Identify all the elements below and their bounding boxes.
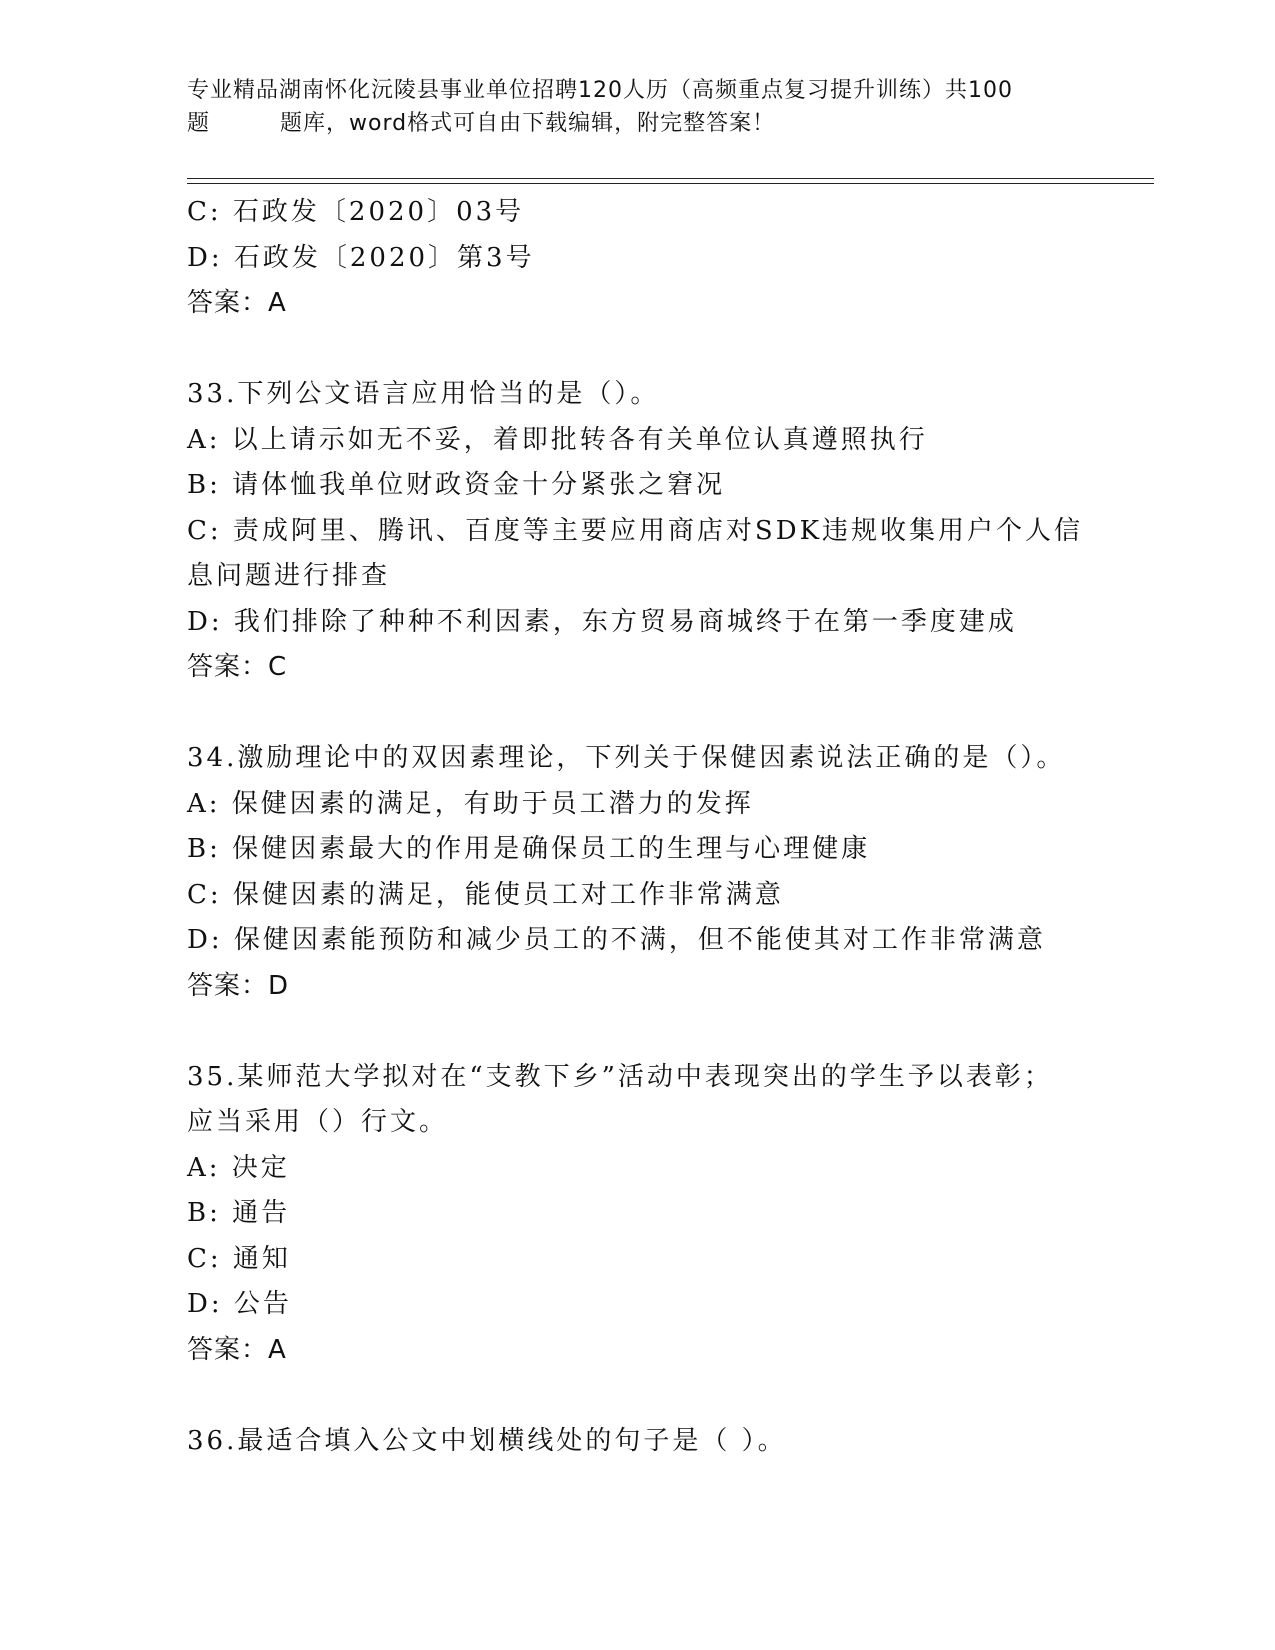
question-option: A: 决定 <box>187 1152 290 1183</box>
question-option: D: 我们排除了种种不利因素，东方贸易商城终于在第一季度建成 <box>187 606 1017 637</box>
prev-option-d: D: 石政发〔2020〕第3号 <box>187 242 535 273</box>
question-stem: 33.下列公文语言应用恰当的是（）。 <box>187 379 660 409</box>
question-option: B: 保健因素最大的作用是确保员工的生理与心理健康 <box>187 834 871 864</box>
question-stem: 36.最适合填入公文中划横线处的句子是（ ）。 <box>187 1425 787 1456</box>
question-option: B: 请体恤我单位财政资金十分紧张之窘况 <box>187 470 726 500</box>
question-list <box>187 327 1087 1465</box>
question-stem: 34.激励理论中的双因素理论，下列关于保健因素说法正确的是（）。 <box>187 743 1066 773</box>
question-option: C: 通知 <box>187 1243 291 1274</box>
header-line-2 <box>187 107 1087 140</box>
question-gap <box>187 1009 1087 1055</box>
question-option: C: 责成阿里、腾讯、百度等主要应用商店对SDK违规收集用户个人信 <box>187 515 1083 546</box>
header-line-1: 专业精品湖南怀化沅陵县事业单位招聘120人历（高频重点复习提升训练）共100 <box>187 78 1013 103</box>
question-content <box>187 190 1087 1464</box>
question-option: C: 保健因素的满足，能使员工对工作非常满意 <box>187 879 784 910</box>
header-line-2-tail: 题库，word格式可自由下载编辑，附完整答案！ <box>280 111 776 136</box>
prev-answer: 答案：A <box>187 288 287 318</box>
question-option: D: 保健因素能预防和减少员工的不满，但不能使其对工作非常满意 <box>187 925 1046 955</box>
header-line-2-head: 题 <box>187 111 211 136</box>
question-option: 息问题进行排查 <box>187 561 391 591</box>
question-gap <box>187 327 1087 373</box>
prev-option-c: C: 石政发〔2020〕03号 <box>187 197 525 227</box>
question-answer: 答案：A <box>187 1334 287 1365</box>
question-answer: 答案：D <box>187 970 290 1001</box>
question-option: A: 以上请示如无不妥，着即批转各有关单位认真遵照执行 <box>187 424 928 455</box>
question-option: A: 保健因素的满足，有助于员工潜力的发挥 <box>187 788 754 819</box>
question-stem: 35.某师范大学拟对在“支教下乡”活动中表现突出的学生予以表彰； <box>187 1061 1053 1092</box>
question-answer: 答案：C <box>187 652 288 682</box>
header-rule-bottom <box>187 183 1154 184</box>
question-option: B: 通告 <box>187 1198 291 1228</box>
page-header <box>187 74 1087 140</box>
question-gap <box>187 1373 1087 1419</box>
question-gap <box>187 691 1087 737</box>
header-rule-top <box>187 178 1154 179</box>
question-stem: 应当采用（）行文。 <box>187 1107 449 1137</box>
question-option: D: 公告 <box>187 1289 292 1319</box>
